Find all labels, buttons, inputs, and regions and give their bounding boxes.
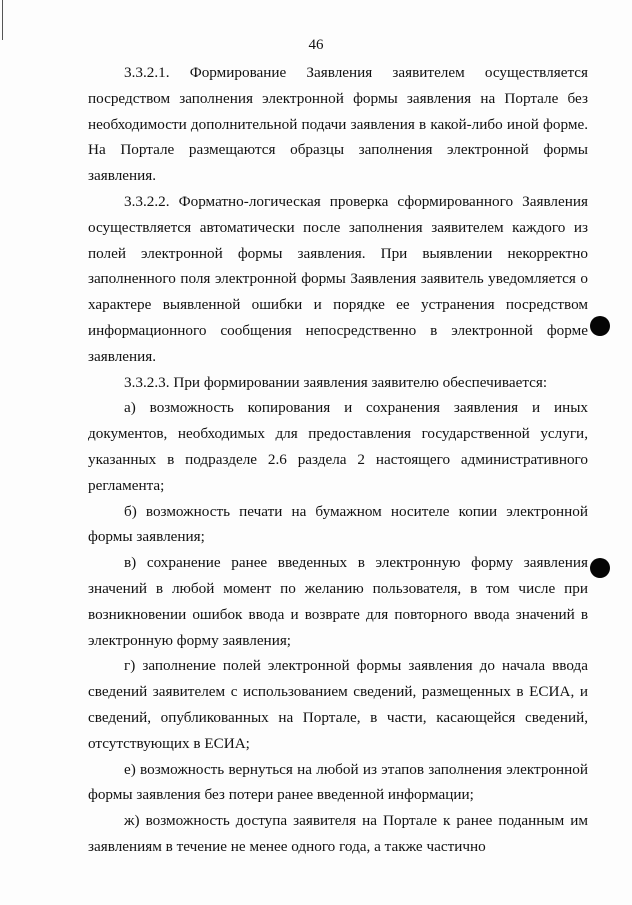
page-number: 46: [308, 37, 324, 53]
paragraph-3-3-2-1: 3.3.2.1. Формирование Заявления заявителем осуществляется посредством заполнения электронной формы заявления на Портале без необходимости дополнительной подачи заявления в какой-либо иной форме. На Портале размещаются образцы заполнения электронной формы заявления.: [88, 64, 588, 185]
paragraph-3-3-2-3: 3.3.2.3. При формировании заявления заявителю обеспечивается:: [124, 373, 548, 391]
list-item-v: в) сохранение ранее введенных в электронную форму заявления значений в любой момент по желанию пользователя, в том числе при возникновении ошибок ввода и возврате для повторного ввода значений в электронную форму заявления;: [88, 554, 588, 649]
list-item-zh: ж) возможность доступа заявителя на Портале к ранее поданным им заявлениям в течение не менее одного года, а также частично: [88, 812, 588, 855]
document-body: [88, 60, 588, 860]
list-item-b: б) возможность печати на бумажном носителе копии электронной формы заявления;: [88, 502, 588, 546]
binder-hole-mark: [590, 558, 610, 578]
scan-edge-line: [2, 0, 3, 40]
binder-hole-mark: [590, 316, 610, 336]
list-item-g: г) заполнение полей электронной формы заявления до начала ввода сведений заявителем с использованием сведений, размещенных в ЕСИА, и сведений, опубликованных на Портале, в части, касающейся сведений, отсутствующих в ЕСИА;: [88, 657, 588, 752]
list-item-a: а) возможность копирования и сохранения заявления и иных документов, необходимых для предоставления государственной услуги, указанных в подразделе 2.6 раздела 2 настоящего административного регламента;: [88, 399, 588, 494]
list-item-e: е) возможность вернуться на любой из этапов заполнения электронной формы заявления без потери ранее введенной информации;: [88, 760, 588, 804]
paragraph-3-3-2-2: 3.3.2.2. Форматно-логическая проверка сформированного Заявления осуществляется автоматически после заполнения заявителем каждого из полей электронной формы заявления. При выявлении некорректно заполненного поля электронной формы Заявления заявитель уведомляется о характере выявленной ошибки и порядке ее устранения посредством информационного сообщения непосредственно в электронной форме заявления.: [88, 192, 588, 365]
